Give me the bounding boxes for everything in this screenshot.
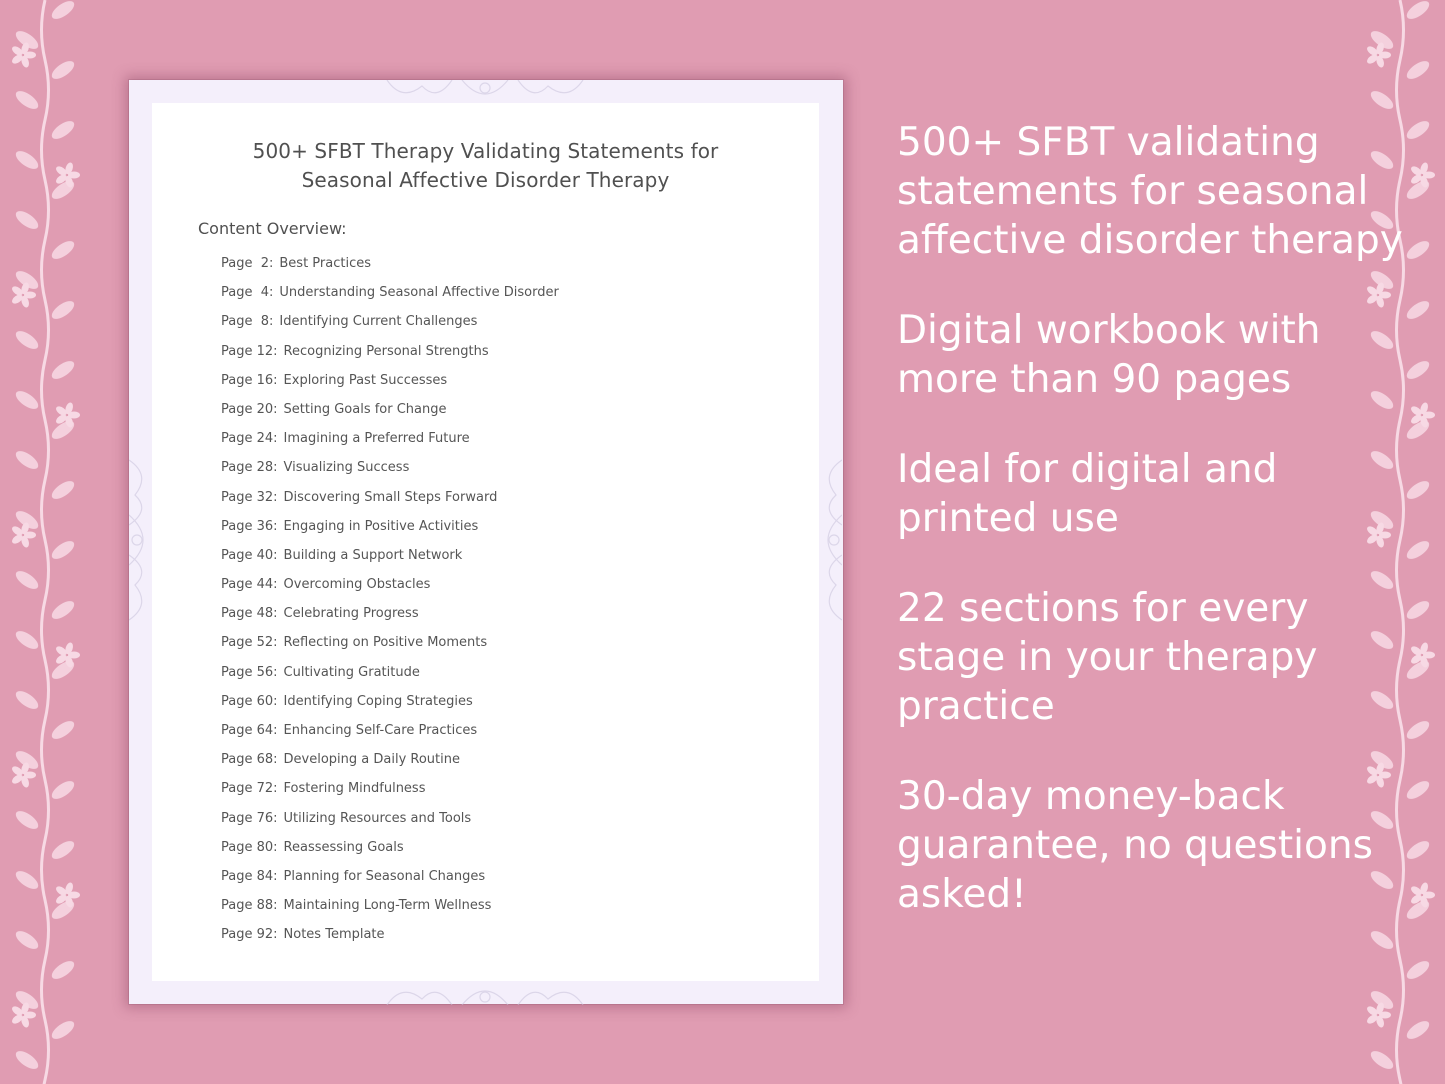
vine-leaf bbox=[1404, 0, 1432, 22]
vine-leaf bbox=[49, 0, 77, 22]
toc-page-number: Page 36: bbox=[221, 518, 278, 534]
content-overview-heading: Content Overview: bbox=[198, 219, 347, 238]
toc-item bbox=[221, 372, 559, 401]
toc-section-title: Imagining a Preferred Future bbox=[283, 431, 470, 447]
toc-item bbox=[221, 576, 559, 605]
toc-page-number: Page 44: bbox=[221, 577, 278, 593]
toc-item bbox=[221, 518, 559, 547]
toc-item bbox=[221, 751, 559, 780]
vine-leaf bbox=[49, 298, 77, 323]
vine-leaf bbox=[13, 568, 41, 593]
toc-item bbox=[221, 693, 559, 722]
toc-page-number: Page 48: bbox=[221, 606, 278, 622]
toc-page-number: Page 84: bbox=[221, 868, 278, 884]
document-preview bbox=[129, 80, 843, 1004]
toc-section-title: Maintaining Long-Term Wellness bbox=[283, 898, 492, 914]
mandala-ornament-right bbox=[816, 455, 842, 625]
toc-page-number: Page 40: bbox=[221, 547, 278, 563]
vine-leaf bbox=[49, 478, 77, 503]
table-of-contents bbox=[221, 255, 559, 956]
vine-leaf bbox=[13, 388, 41, 413]
toc-section-title: Planning for Seasonal Changes bbox=[283, 868, 486, 884]
vine-leaf bbox=[49, 1018, 77, 1043]
toc-section-title: Visualizing Success bbox=[283, 460, 410, 476]
toc-section-title: Overcoming Obstacles bbox=[283, 577, 431, 593]
vine-leaf bbox=[49, 838, 77, 863]
vine-leaf bbox=[13, 148, 41, 173]
toc-page-number: Page 28: bbox=[221, 460, 278, 476]
vine-leaf bbox=[1404, 58, 1432, 83]
toc-section-title: Reflecting on Positive Moments bbox=[283, 635, 488, 651]
toc-section-title: Exploring Past Successes bbox=[283, 372, 448, 388]
toc-page-number: Page 32: bbox=[221, 489, 278, 505]
toc-section-title: Utilizing Resources and Tools bbox=[283, 810, 472, 826]
mandala-ornament-bottom bbox=[382, 979, 588, 1005]
toc-page-number: Page 60: bbox=[221, 693, 278, 709]
vine-leaf bbox=[13, 448, 41, 473]
document-title-line-1: 500+ SFBT Therapy Validating Statements for bbox=[252, 139, 719, 163]
toc-section-title: Enhancing Self-Care Practices bbox=[283, 723, 478, 738]
vine-leaf bbox=[13, 1048, 41, 1073]
toc-section-title: Setting Goals for Change bbox=[283, 401, 447, 417]
toc-item bbox=[221, 401, 559, 430]
toc-section-title: Engaging in Positive Activities bbox=[283, 518, 479, 534]
feature-statement: 500+ SFBT validating statements for seasonal affective disorder therapy bbox=[897, 120, 1403, 263]
document-title bbox=[152, 137, 819, 195]
toc-item bbox=[221, 722, 559, 751]
vine-stem bbox=[42, 0, 49, 1084]
toc-item bbox=[221, 897, 559, 926]
vine-leaf bbox=[13, 628, 41, 653]
toc-section-title: Best Practices bbox=[279, 256, 372, 271]
toc-section-title: Building a Support Network bbox=[283, 547, 463, 563]
toc-item bbox=[221, 634, 559, 663]
toc-page-number: Page 16: bbox=[221, 372, 278, 388]
toc-page-number: Page 80: bbox=[221, 839, 278, 855]
toc-page-number: Page 72: bbox=[221, 781, 278, 797]
vine-leaf bbox=[13, 208, 41, 233]
vine-leaf bbox=[13, 868, 41, 893]
feature-list bbox=[897, 118, 1417, 919]
toc-section-title: Celebrating Progress bbox=[283, 606, 419, 622]
mandala-ornament-top bbox=[382, 80, 588, 106]
vine-leaf bbox=[13, 88, 41, 113]
toc-page-number: Page 88: bbox=[221, 898, 278, 914]
toc-section-title: Notes Template bbox=[283, 927, 385, 943]
toc-item bbox=[221, 780, 559, 809]
vine-leaf bbox=[49, 718, 77, 743]
toc-item bbox=[221, 343, 559, 372]
toc-item bbox=[221, 926, 559, 955]
toc-item bbox=[221, 547, 559, 576]
toc-section-title: Identifying Coping Strategies bbox=[283, 693, 473, 709]
vine-leaf bbox=[13, 688, 41, 713]
vine-leaf bbox=[13, 928, 41, 953]
toc-page-number: Page 2: bbox=[221, 256, 274, 271]
toc-page-number: Page 12: bbox=[221, 343, 278, 359]
toc-section-title: Reassessing Goals bbox=[283, 839, 404, 855]
vine-leaf bbox=[13, 328, 41, 353]
vine-leaf bbox=[49, 958, 77, 983]
vine-leaf bbox=[13, 808, 41, 833]
document-title-line-2: Seasonal Affective Disorder Therapy bbox=[301, 168, 670, 192]
toc-item bbox=[221, 459, 559, 488]
vine-leaf bbox=[49, 118, 77, 143]
toc-page-number: Page 8: bbox=[221, 314, 274, 330]
toc-page-number: Page 64: bbox=[221, 723, 278, 738]
feature-statement: 22 sections for every stage in your therapy practice bbox=[897, 586, 1318, 729]
toc-item bbox=[221, 313, 559, 342]
feature-statement: Digital workbook with more than 90 pages bbox=[897, 308, 1321, 402]
vine-leaf bbox=[1404, 1018, 1432, 1043]
mandala-ornament-left bbox=[129, 455, 155, 625]
toc-page-number: Page 4: bbox=[221, 285, 274, 301]
toc-item bbox=[221, 255, 559, 284]
vine-leaf bbox=[49, 538, 77, 563]
toc-section-title: Fostering Mindfulness bbox=[283, 781, 426, 797]
toc-item bbox=[221, 430, 559, 459]
toc-page-number: Page 20: bbox=[221, 401, 278, 417]
toc-page-number: Page 68: bbox=[221, 752, 278, 768]
vine-leaf bbox=[1368, 1048, 1396, 1073]
toc-section-title: Cultivating Gratitude bbox=[283, 664, 420, 680]
vine-leaf bbox=[1404, 958, 1432, 983]
vine-leaf bbox=[49, 58, 77, 83]
toc-item bbox=[221, 810, 559, 839]
vine-leaf bbox=[49, 238, 77, 263]
toc-item bbox=[221, 868, 559, 897]
toc-section-title: Identifying Current Challenges bbox=[279, 314, 478, 330]
toc-section-title: Understanding Seasonal Affective Disorder bbox=[279, 285, 559, 301]
vine-leaf bbox=[49, 598, 77, 623]
toc-item bbox=[221, 489, 559, 518]
toc-section-title: Recognizing Personal Strengths bbox=[283, 343, 489, 359]
feature-statement: 30-day money-back guarantee, no questions asked! bbox=[897, 774, 1373, 917]
toc-section-title: Developing a Daily Routine bbox=[283, 752, 460, 768]
vine-leaf bbox=[1368, 88, 1396, 113]
toc-page-number: Page 24: bbox=[221, 431, 278, 447]
toc-item bbox=[221, 605, 559, 634]
toc-page-number: Page 76: bbox=[221, 810, 278, 826]
toc-item bbox=[221, 284, 559, 313]
feature-statement: Ideal for digital and printed use bbox=[897, 447, 1278, 541]
vine-leaf bbox=[1368, 928, 1396, 953]
toc-page-number: Page 56: bbox=[221, 664, 278, 680]
vine-leaf bbox=[49, 358, 77, 383]
toc-page-number: Page 52: bbox=[221, 635, 278, 651]
toc-page-number: Page 92: bbox=[221, 927, 278, 943]
document-page bbox=[152, 103, 819, 981]
floral-vine-left-decoration bbox=[0, 0, 90, 1084]
toc-item bbox=[221, 839, 559, 868]
toc-section-title: Discovering Small Steps Forward bbox=[283, 489, 498, 505]
vine-leaf bbox=[49, 778, 77, 803]
toc-item bbox=[221, 664, 559, 693]
